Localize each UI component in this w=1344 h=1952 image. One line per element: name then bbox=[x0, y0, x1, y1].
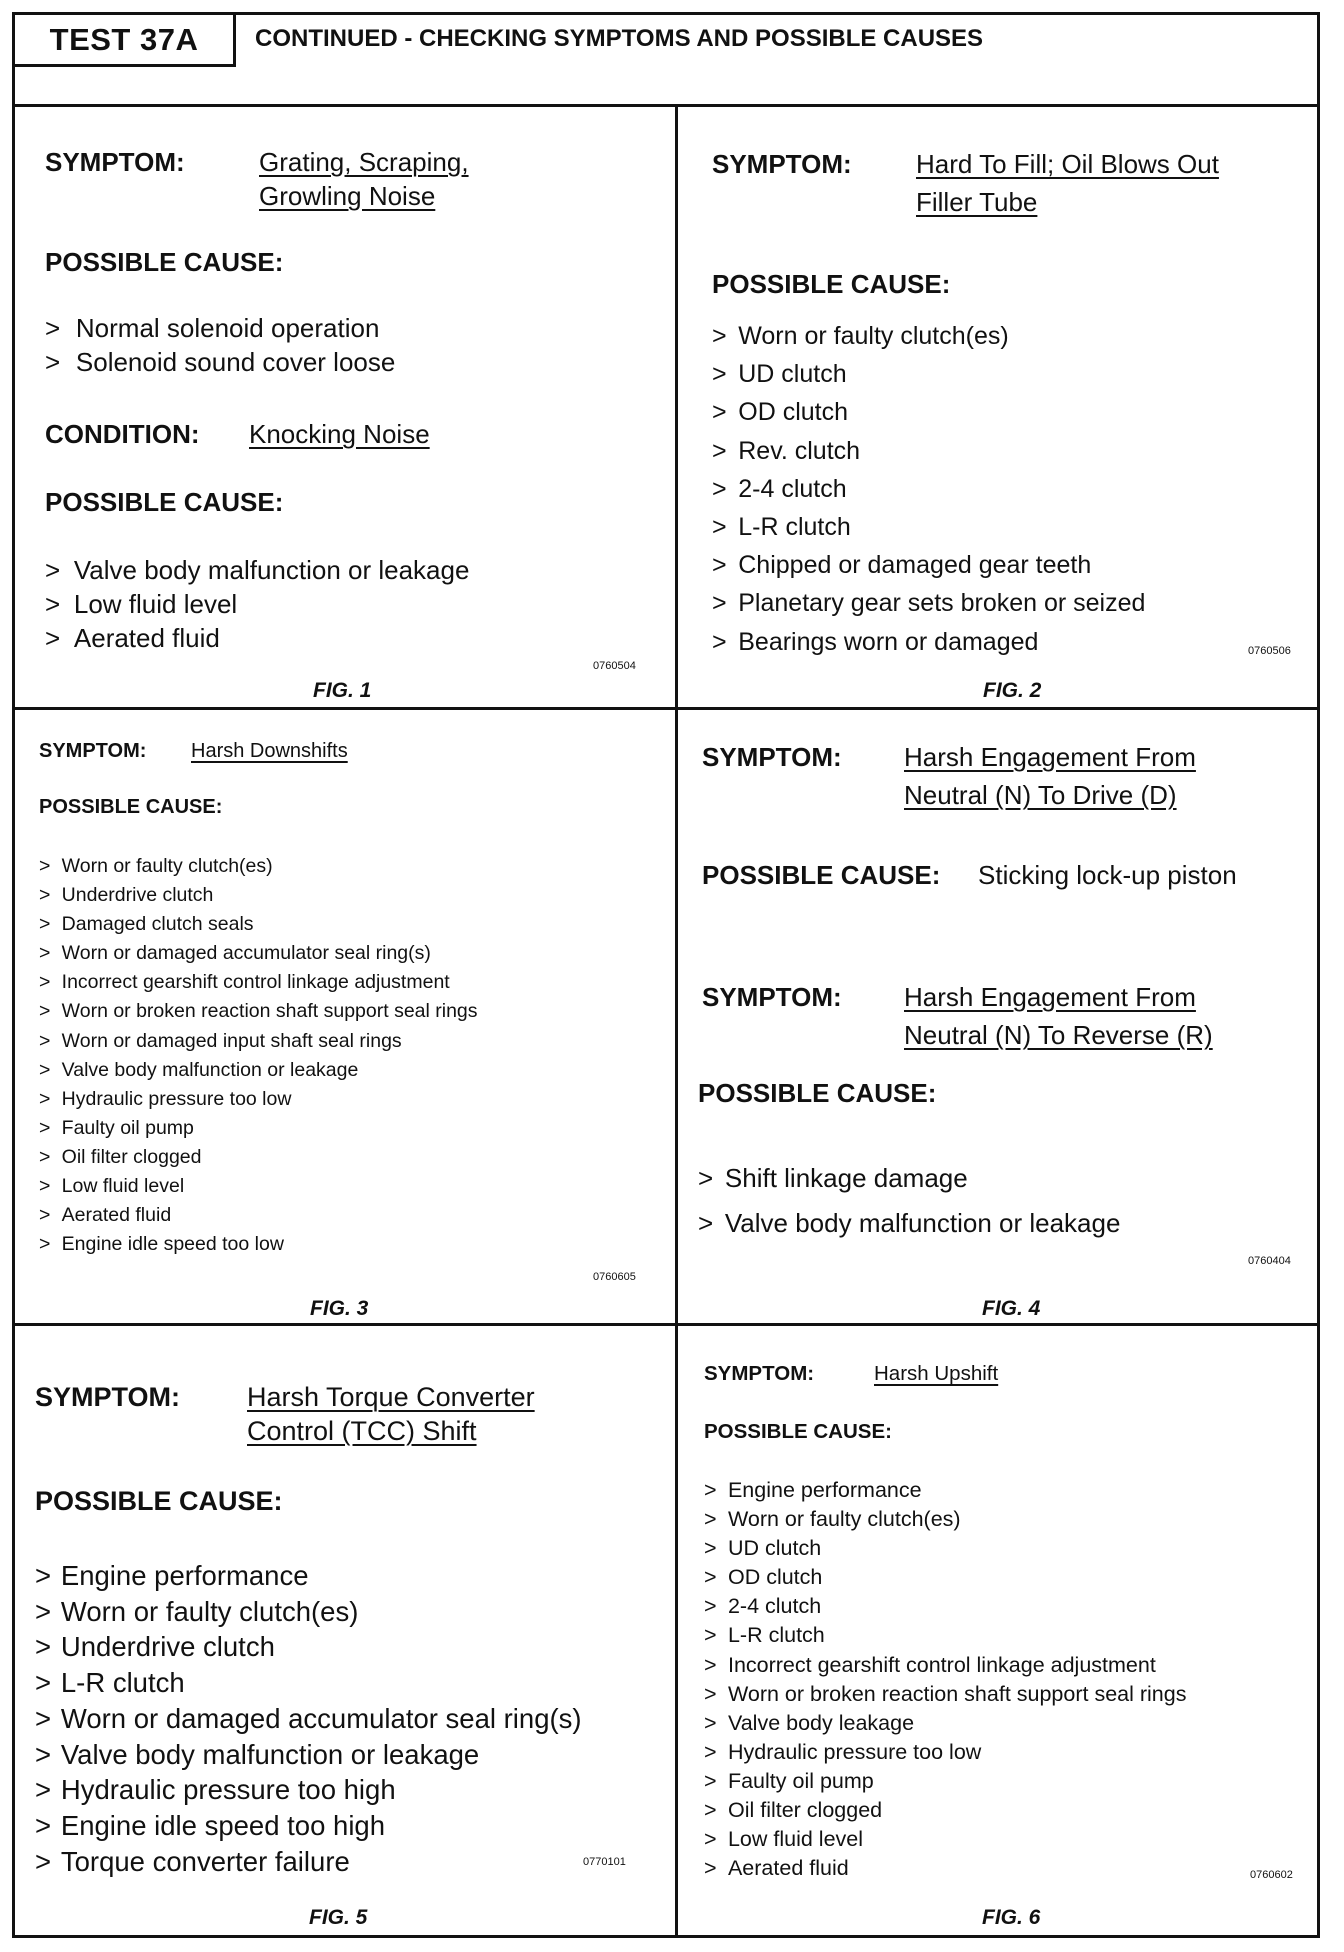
cause-item: > Worn or damaged accumulator seal ring(s) bbox=[39, 939, 478, 968]
fig4-caption: FIG. 4 bbox=[982, 1297, 1041, 1320]
cause-item: > 2-4 clutch bbox=[704, 1592, 1186, 1621]
cause-item: > Valve body malfunction or leakage bbox=[35, 1737, 582, 1773]
cause-item: > Valve body malfunction or leakage bbox=[39, 1056, 478, 1085]
cause-item: > Engine idle speed too low bbox=[39, 1230, 478, 1259]
fig2-cause-label: POSSIBLE CAUSE: bbox=[712, 269, 951, 299]
cause-item: > Aerated fluid bbox=[704, 1854, 1186, 1883]
fig3-cause-label: POSSIBLE CAUSE: bbox=[39, 796, 223, 818]
cause-item: > Hydraulic pressure too high bbox=[35, 1772, 582, 1808]
cause-item: > Damaged clutch seals bbox=[39, 910, 478, 939]
fig5-cause-label: POSSIBLE CAUSE: bbox=[35, 1486, 283, 1516]
cause-item: > Oil filter clogged bbox=[39, 1143, 478, 1172]
cause-item: > Valve body malfunction or leakage bbox=[45, 553, 469, 587]
fig5-code: 0770101 bbox=[583, 1856, 626, 1868]
cause-item: > Engine performance bbox=[35, 1558, 582, 1594]
cause-item: > Engine performance bbox=[704, 1476, 1186, 1505]
cause-item: > Worn or damaged accumulator seal ring(s) bbox=[35, 1701, 582, 1737]
cause-item: > UD clutch bbox=[704, 1534, 1186, 1563]
cause-item: > Bearings worn or damaged bbox=[712, 623, 1145, 661]
fig1-code: 0760504 bbox=[593, 660, 636, 672]
cause-item: > Worn or faulty clutch(es) bbox=[35, 1594, 582, 1630]
fig4-symptom1-label: SYMPTOM: bbox=[702, 742, 842, 772]
fig3-symptom-label: SYMPTOM: bbox=[39, 740, 147, 762]
fig1-causes2-list bbox=[45, 553, 469, 655]
fig4-symptom1-line2: Neutral (N) To Drive (D) bbox=[904, 780, 1177, 810]
fig1-cause2-label: POSSIBLE CAUSE: bbox=[45, 487, 284, 517]
fig6-symptom: Harsh Upshift bbox=[874, 1362, 999, 1385]
fig1-panel bbox=[15, 107, 675, 707]
header bbox=[15, 15, 1317, 107]
cause-item: > Worn or faulty clutch(es) bbox=[712, 317, 1145, 355]
cause-item: > OD clutch bbox=[704, 1563, 1186, 1592]
cause-item: > Worn or damaged input shaft seal rings bbox=[39, 1027, 478, 1056]
fig2-code: 0760506 bbox=[1248, 645, 1291, 657]
fig5-causes-list bbox=[35, 1558, 582, 1879]
fig4-cause2-label: POSSIBLE CAUSE: bbox=[698, 1078, 937, 1108]
cause-item: > Planetary gear sets broken or seized bbox=[712, 584, 1145, 622]
fig6-causes-list bbox=[704, 1476, 1186, 1883]
cause-item: > Oil filter clogged bbox=[704, 1796, 1186, 1825]
cause-item: > Normal solenoid operation bbox=[45, 311, 395, 345]
fig2-caption: FIG. 2 bbox=[983, 679, 1042, 702]
cause-item: > Aerated fluid bbox=[39, 1201, 478, 1230]
fig2-causes-list bbox=[712, 317, 1145, 661]
cause-item: > Faulty oil pump bbox=[39, 1114, 478, 1143]
fig5-symptom-label: SYMPTOM: bbox=[35, 1382, 181, 1412]
fig4-symptom2-line2: Neutral (N) To Reverse (R) bbox=[904, 1020, 1213, 1050]
fig3-code: 0760605 bbox=[593, 1271, 636, 1283]
cause-item: > 2-4 clutch bbox=[712, 470, 1145, 508]
fig1-condition: Knocking Noise bbox=[249, 419, 430, 449]
header-title: CONTINUED - CHECKING SYMPTOMS AND POSSIBLE CAUSES bbox=[255, 25, 984, 52]
cause-item: > Hydraulic pressure too low bbox=[39, 1085, 478, 1114]
fig3-caption: FIG. 3 bbox=[310, 1297, 369, 1320]
fig2-panel bbox=[678, 107, 1317, 707]
fig6-cause-label: POSSIBLE CAUSE: bbox=[704, 1420, 892, 1443]
fig1-caption: FIG. 1 bbox=[313, 679, 372, 702]
fig1-condition-label: CONDITION: bbox=[45, 419, 200, 449]
cause-item: > Torque converter failure bbox=[35, 1844, 582, 1880]
fig1-symptom-line2: Growling Noise bbox=[259, 181, 436, 211]
fig5-caption: FIG. 5 bbox=[309, 1906, 368, 1929]
fig4-code: 0760404 bbox=[1248, 1255, 1291, 1267]
fig3-symptom: Harsh Downshifts bbox=[191, 740, 348, 762]
fig4-symptom2-line1: Harsh Engagement From bbox=[904, 982, 1196, 1012]
cause-item: > Hydraulic pressure too low bbox=[704, 1738, 1186, 1767]
cause-item: > Worn or broken reaction shaft support seal rings bbox=[704, 1680, 1186, 1709]
fig5-symptom-line2: Control (TCC) Shift bbox=[247, 1416, 477, 1446]
fig6-code: 0760602 bbox=[1250, 1869, 1293, 1881]
fig1-symptom-line1: Grating, Scraping, bbox=[259, 147, 469, 177]
fig1-cause-label: POSSIBLE CAUSE: bbox=[45, 247, 284, 277]
fig6-caption: FIG. 6 bbox=[982, 1906, 1041, 1929]
cause-item: > Worn or faulty clutch(es) bbox=[39, 852, 478, 881]
fig4-cause1: Sticking lock-up piston bbox=[978, 860, 1237, 890]
fig5-panel bbox=[15, 1326, 675, 1935]
fig2-symptom-line2: Filler Tube bbox=[916, 187, 1038, 217]
cause-item: > L-R clutch bbox=[712, 508, 1145, 546]
fig6-symptom-label: SYMPTOM: bbox=[704, 1362, 815, 1385]
cause-item: > Low fluid level bbox=[704, 1825, 1186, 1854]
fig3-panel bbox=[15, 710, 675, 1323]
cause-item: > Shift linkage damage bbox=[698, 1156, 1120, 1201]
fig1-causes-list bbox=[45, 311, 395, 379]
cause-item: > Incorrect gearshift control linkage adjustment bbox=[39, 968, 478, 997]
document-frame bbox=[12, 12, 1320, 1938]
test-id: TEST 37A bbox=[15, 15, 236, 67]
cause-item: > Low fluid level bbox=[45, 587, 469, 621]
cause-item: > Rev. clutch bbox=[712, 432, 1145, 470]
cause-item: > Solenoid sound cover loose bbox=[45, 345, 395, 379]
cause-item: > Chipped or damaged gear teeth bbox=[712, 546, 1145, 584]
cause-item: > Aerated fluid bbox=[45, 621, 469, 655]
cause-item: > Worn or broken reaction shaft support seal rings bbox=[39, 997, 478, 1026]
cause-item: > Valve body leakage bbox=[704, 1709, 1186, 1738]
fig5-symptom-line1: Harsh Torque Converter bbox=[247, 1382, 535, 1412]
cause-item: > Low fluid level bbox=[39, 1172, 478, 1201]
fig2-symptom-line1: Hard To Fill; Oil Blows Out bbox=[916, 149, 1219, 179]
cause-item: > UD clutch bbox=[712, 355, 1145, 393]
fig1-symptom-label: SYMPTOM: bbox=[45, 147, 185, 177]
cause-item: > Engine idle speed too high bbox=[35, 1808, 582, 1844]
fig3-causes-list bbox=[39, 852, 478, 1259]
fig2-symptom-label: SYMPTOM: bbox=[712, 149, 852, 179]
fig6-panel bbox=[678, 1326, 1317, 1935]
fig4-symptom2-label: SYMPTOM: bbox=[702, 982, 842, 1012]
cause-item: > Incorrect gearshift control linkage adjustment bbox=[704, 1651, 1186, 1680]
fig4-panel bbox=[678, 710, 1317, 1323]
cause-item: > Underdrive clutch bbox=[35, 1629, 582, 1665]
cause-item: > L-R clutch bbox=[704, 1621, 1186, 1650]
cause-item: > L-R clutch bbox=[35, 1665, 582, 1701]
cause-item: > Faulty oil pump bbox=[704, 1767, 1186, 1796]
cause-item: > Valve body malfunction or leakage bbox=[698, 1201, 1120, 1246]
cause-item: > OD clutch bbox=[712, 393, 1145, 431]
fig4-cause1-label: POSSIBLE CAUSE: bbox=[702, 860, 941, 890]
cause-item: > Worn or faulty clutch(es) bbox=[704, 1505, 1186, 1534]
fig4-causes-list bbox=[698, 1156, 1120, 1246]
fig4-symptom1-line1: Harsh Engagement From bbox=[904, 742, 1196, 772]
cause-item: > Underdrive clutch bbox=[39, 881, 478, 910]
